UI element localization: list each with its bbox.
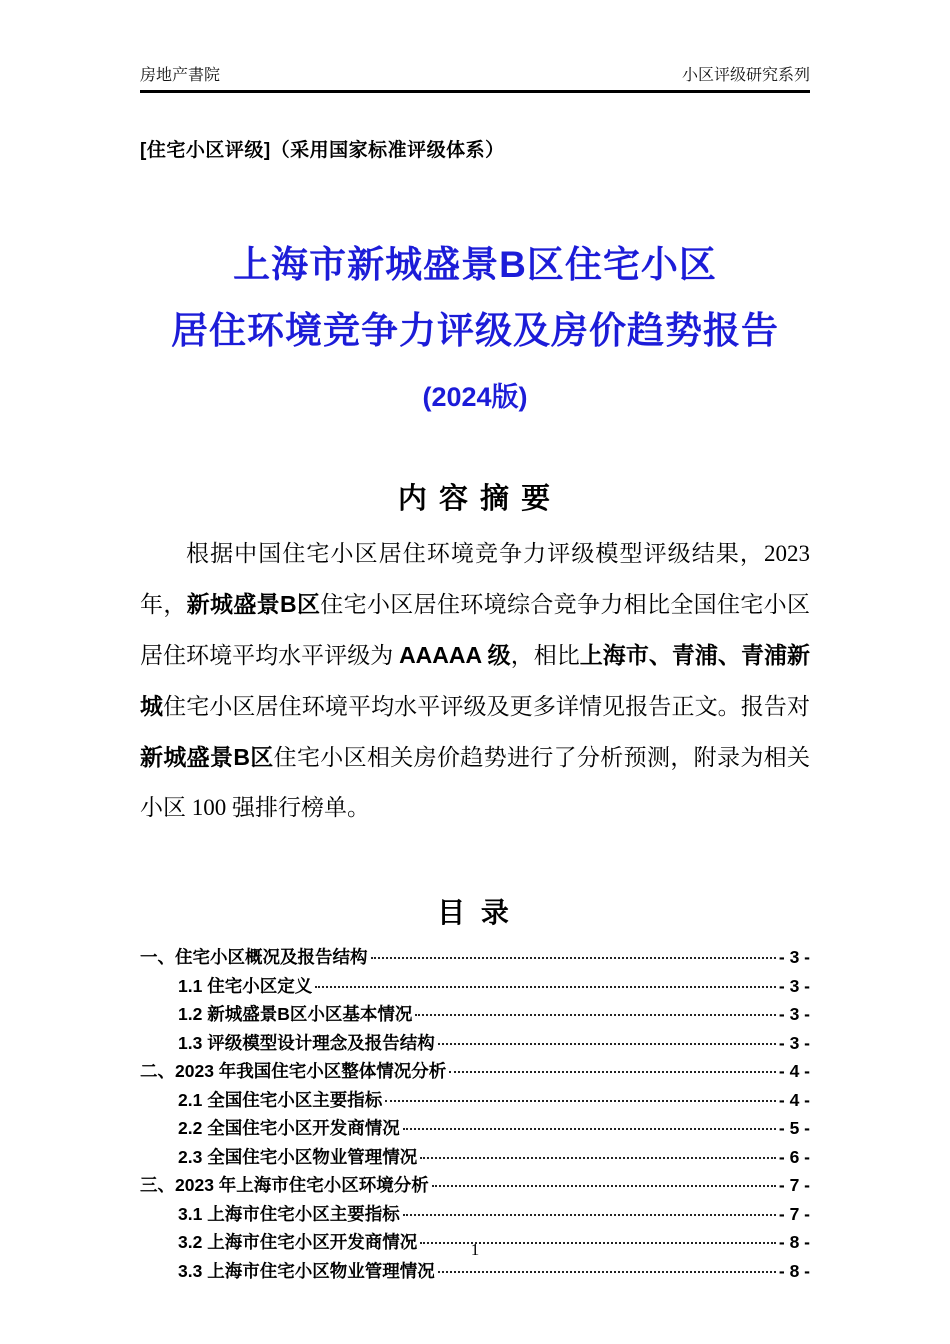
title-line-1: 上海市新城盛景B区住宅小区 xyxy=(233,244,717,285)
summary-text: 住宅小区居住环境综合竞争力相比全国住宅小区居住环境平均水平评级为 xyxy=(140,592,810,668)
summary-text: 住宅小区相关房价趋势进行了分析预测，附录为相关小区 100 强排行榜单。 xyxy=(140,745,810,820)
toc-entry-label: 2.2 全国住宅小区开发商情况 xyxy=(178,1118,400,1138)
summary-bold-text: 上海市、青浦、青浦新城 xyxy=(140,642,811,719)
toc-entry-page-number: - 3 - xyxy=(778,1004,810,1024)
header-right-text: 小区评级研究系列 xyxy=(681,67,810,84)
toc-entry-page-number: - 8 - xyxy=(778,1260,810,1281)
toc-entry[interactable] xyxy=(140,1057,810,1086)
toc-entry-page-number: - 6 - xyxy=(778,1146,810,1167)
toc-entry-label: 一、住宅小区概况及报告结构 xyxy=(140,947,368,967)
toc-entry-page-number: - 5 - xyxy=(778,1118,810,1138)
title-line-2: 居住环境竞争力评级及房价趋势报告 xyxy=(171,310,779,351)
toc-dot-leader xyxy=(415,1014,776,1016)
running-header xyxy=(140,0,810,85)
toc-dot-leader xyxy=(438,1043,776,1045)
toc-entry-label: 三、2023 年上海市住宅小区环境分析 xyxy=(140,1175,429,1195)
toc-entry-label: 1.2 新城盛景B区小区基本情况 xyxy=(178,1004,413,1024)
toc-dot-leader xyxy=(315,986,776,988)
toc-entry[interactable] xyxy=(140,1257,810,1286)
summary-paragraph xyxy=(140,529,810,833)
summary-heading: 内 容 摘 要 xyxy=(397,483,553,515)
toc-entry[interactable] xyxy=(140,943,810,972)
toc-dot-leader xyxy=(449,1071,776,1073)
toc-entry-page-number: - 3 - xyxy=(778,1032,810,1053)
toc-entry-label: 2.3 全国住宅小区物业管理情况 xyxy=(178,1146,418,1167)
toc-entry-label: 二、2023 年我国住宅小区整体情况分析 xyxy=(140,1061,447,1081)
toc-list xyxy=(140,943,810,1285)
title-block xyxy=(140,246,810,414)
toc-entry-page-number: - 7 - xyxy=(778,1203,810,1224)
toc-entry-page-number: - 3 - xyxy=(778,947,810,967)
summary-bold-text: AAAAA 级 xyxy=(399,642,511,668)
toc-entry-page-number: - 4 - xyxy=(778,1089,810,1110)
toc-entry-label: 3.2 上海市住宅小区开发商情况 xyxy=(178,1232,418,1252)
toc-dot-leader xyxy=(403,1128,776,1130)
toc-heading: 目 录 xyxy=(437,897,513,928)
toc-entry-label: 3.1 上海市住宅小区主要指标 xyxy=(178,1203,400,1224)
toc-entry-label: 3.3 上海市住宅小区物业管理情况 xyxy=(178,1260,435,1281)
toc-entry[interactable] xyxy=(140,1000,810,1029)
toc-entry-page-number: - 3 - xyxy=(778,975,810,996)
title-edition: (2024版) xyxy=(422,382,528,412)
summary-text: ，相比 xyxy=(510,643,580,668)
toc-entry[interactable] xyxy=(140,1086,810,1115)
toc-entry[interactable] xyxy=(140,1171,810,1200)
toc-entry[interactable] xyxy=(140,1029,810,1058)
toc-dot-leader xyxy=(420,1157,776,1159)
toc-entry[interactable] xyxy=(140,1200,810,1229)
summary-text: 根据中国住宅小区居住环境竞争力评级模型评级结果，2023 年， xyxy=(140,541,810,617)
toc-dot-leader xyxy=(403,1214,776,1216)
toc-entry-label: 1.1 住宅小区定义 xyxy=(178,975,313,996)
footer-page-number: 1 xyxy=(470,1240,480,1259)
toc-entry-page-number: - 7 - xyxy=(778,1175,810,1195)
summary-text: 住宅小区居住环境平均水平评级及更多详情见报告正文。报告对 xyxy=(163,694,811,719)
toc-dot-leader xyxy=(432,1185,776,1187)
toc-dot-leader xyxy=(385,1100,776,1102)
toc-entry-label: 1.3 评级模型设计理念及报告结构 xyxy=(178,1032,435,1053)
summary-bold-text: 新城盛景B区 xyxy=(186,591,321,617)
header-rule xyxy=(140,90,810,93)
toc-entry[interactable] xyxy=(140,972,810,1001)
series-label: [住宅小区评级]（采用国家标准评级体系） xyxy=(140,140,505,161)
toc-entry[interactable] xyxy=(140,1114,810,1143)
summary-bold-text: 新城盛景B区 xyxy=(140,744,274,770)
toc-dot-leader xyxy=(438,1271,776,1273)
toc-dot-leader xyxy=(371,957,776,959)
toc-entry[interactable] xyxy=(140,1143,810,1172)
toc-entry-page-number: - 8 - xyxy=(778,1232,810,1252)
toc-entry-label: 2.1 全国住宅小区主要指标 xyxy=(178,1089,383,1110)
header-left-text: 房地产書院 xyxy=(140,67,221,84)
toc-entry-page-number: - 4 - xyxy=(778,1061,810,1081)
